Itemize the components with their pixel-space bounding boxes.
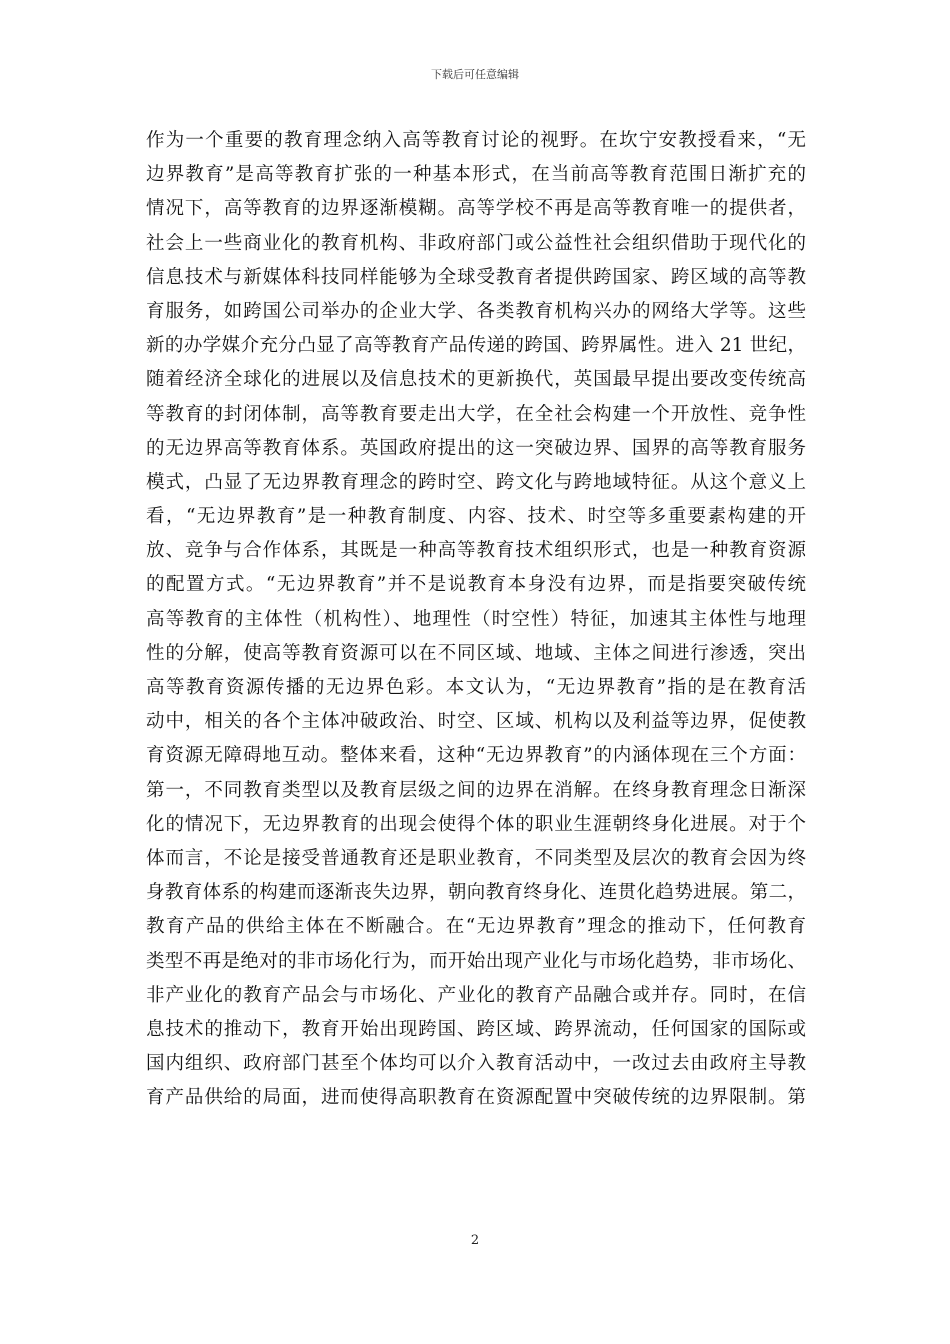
text-line: 新的办学媒介充分凸显了高等教育产品传递的跨国、跨界属性。进入 21 世纪， (146, 335, 806, 357)
text-line: 模式，凸显了无边界教育理念的跨时空、跨文化与跨地域特征。从这个意义上 (146, 471, 806, 493)
text-line: 高等教育的主体性（机构性）、地理性（时空性）特征，加速其主体性与地理 (146, 608, 806, 630)
text-line: 身教育体系的构建而逐渐丧失边界，朝向教育终身化、连贯化趋势进展。第二， (146, 882, 806, 904)
text-line: 化的情况下，无边界教育的出现会使得个体的职业生涯朝终身化进展。对于个 (146, 813, 806, 835)
text-line: 第一，不同教育类型以及教育层级之间的边界在消解。在终身教育理念日渐深 (146, 779, 806, 801)
text-line: 社会上一些商业化的教育机构、非政府部门或公益性社会组织借助于现代化的 (146, 232, 806, 254)
text-line: 息技术的推动下，教育开始出现跨国、跨区域、跨界流动，任何国家的国际或 (146, 1018, 806, 1040)
text-line: 看，“无边界教育”是一种教育制度、内容、技术、时空等多重要素构建的开 (146, 506, 806, 528)
text-line: 非产业化的教育产品会与市场化、产业化的教育产品融合或并存。同时，在信 (146, 984, 806, 1006)
text-line: 作为一个重要的教育理念纳入高等教育讨论的视野。在坎宁安教授看来，“无 (146, 130, 806, 151)
text-line: 等教育的封闭体制，高等教育要走出大学，在全社会构建一个开放性、竞争性 (146, 403, 806, 425)
page-number: 2 (470, 1233, 480, 1248)
text-line: 的配置方式。“无边界教育”并不是说教育本身没有边界，而是指要突破传统 (146, 574, 806, 596)
text-line: 育产品供给的局面，进而使得高职教育在资源配置中突破传统的边界限制。第 (146, 1087, 806, 1109)
text-line: 的无边界高等教育体系。英国政府提出的这一突破边界、国界的高等教育服务 (146, 437, 806, 459)
text-line: 情况下，高等教育的边界逐渐模糊。高等学校不再是高等教育唯一的提供者， (146, 198, 806, 220)
text-line: 类型不再是绝对的非市场化行为，而开始出现产业化与市场化趋势，非市场化、 (146, 950, 806, 972)
text-line: 国内组织、政府部门甚至个体均可以介入教育活动中，一改过去由政府主导教 (146, 1053, 806, 1075)
text-line: 信息技术与新媒体科技同样能够为全球受教育者提供跨国家、跨区域的高等教 (146, 266, 806, 288)
text-line: 边界教育”是高等教育扩张的一种基本形式，在当前高等教育范围日渐扩充的 (146, 164, 806, 186)
text-line: 教育产品的供给主体在不断融合。在“无边界教育”理念的推动下，任何教育 (146, 916, 806, 938)
text-line: 动中，相关的各个主体冲破政治、时空、区域、机构以及利益等边界，促使教 (146, 711, 806, 733)
text-line: 放、竞争与合作体系，其既是一种高等教育技术组织形式，也是一种教育资源 (146, 540, 806, 562)
text-line: 随着经济全球化的进展以及信息技术的更新换代，英国最早提出要改变传统高 (146, 369, 806, 391)
text-line: 育服务，如跨国公司举办的企业大学、各类教育机构兴办的网络大学等。这些 (146, 300, 806, 322)
text-line: 性的分解，使高等教育资源可以在不同区域、地域、主体之间进行渗透，突出 (146, 642, 806, 664)
text-line: 育资源无障碍地互动。整体来看，这种“无边界教育”的内涵体现在三个方面： (146, 745, 806, 767)
body-text (146, 124, 806, 1115)
text-line: 体而言，不论是接受普通教育还是职业教育，不同类型及层次的教育会因为终 (146, 847, 806, 869)
text-line: 高等教育资源传播的无边界色彩。本文认为，“无边界教育”指的是在教育活 (146, 677, 806, 698)
page-header: 下载后可任意编辑 (431, 68, 519, 81)
